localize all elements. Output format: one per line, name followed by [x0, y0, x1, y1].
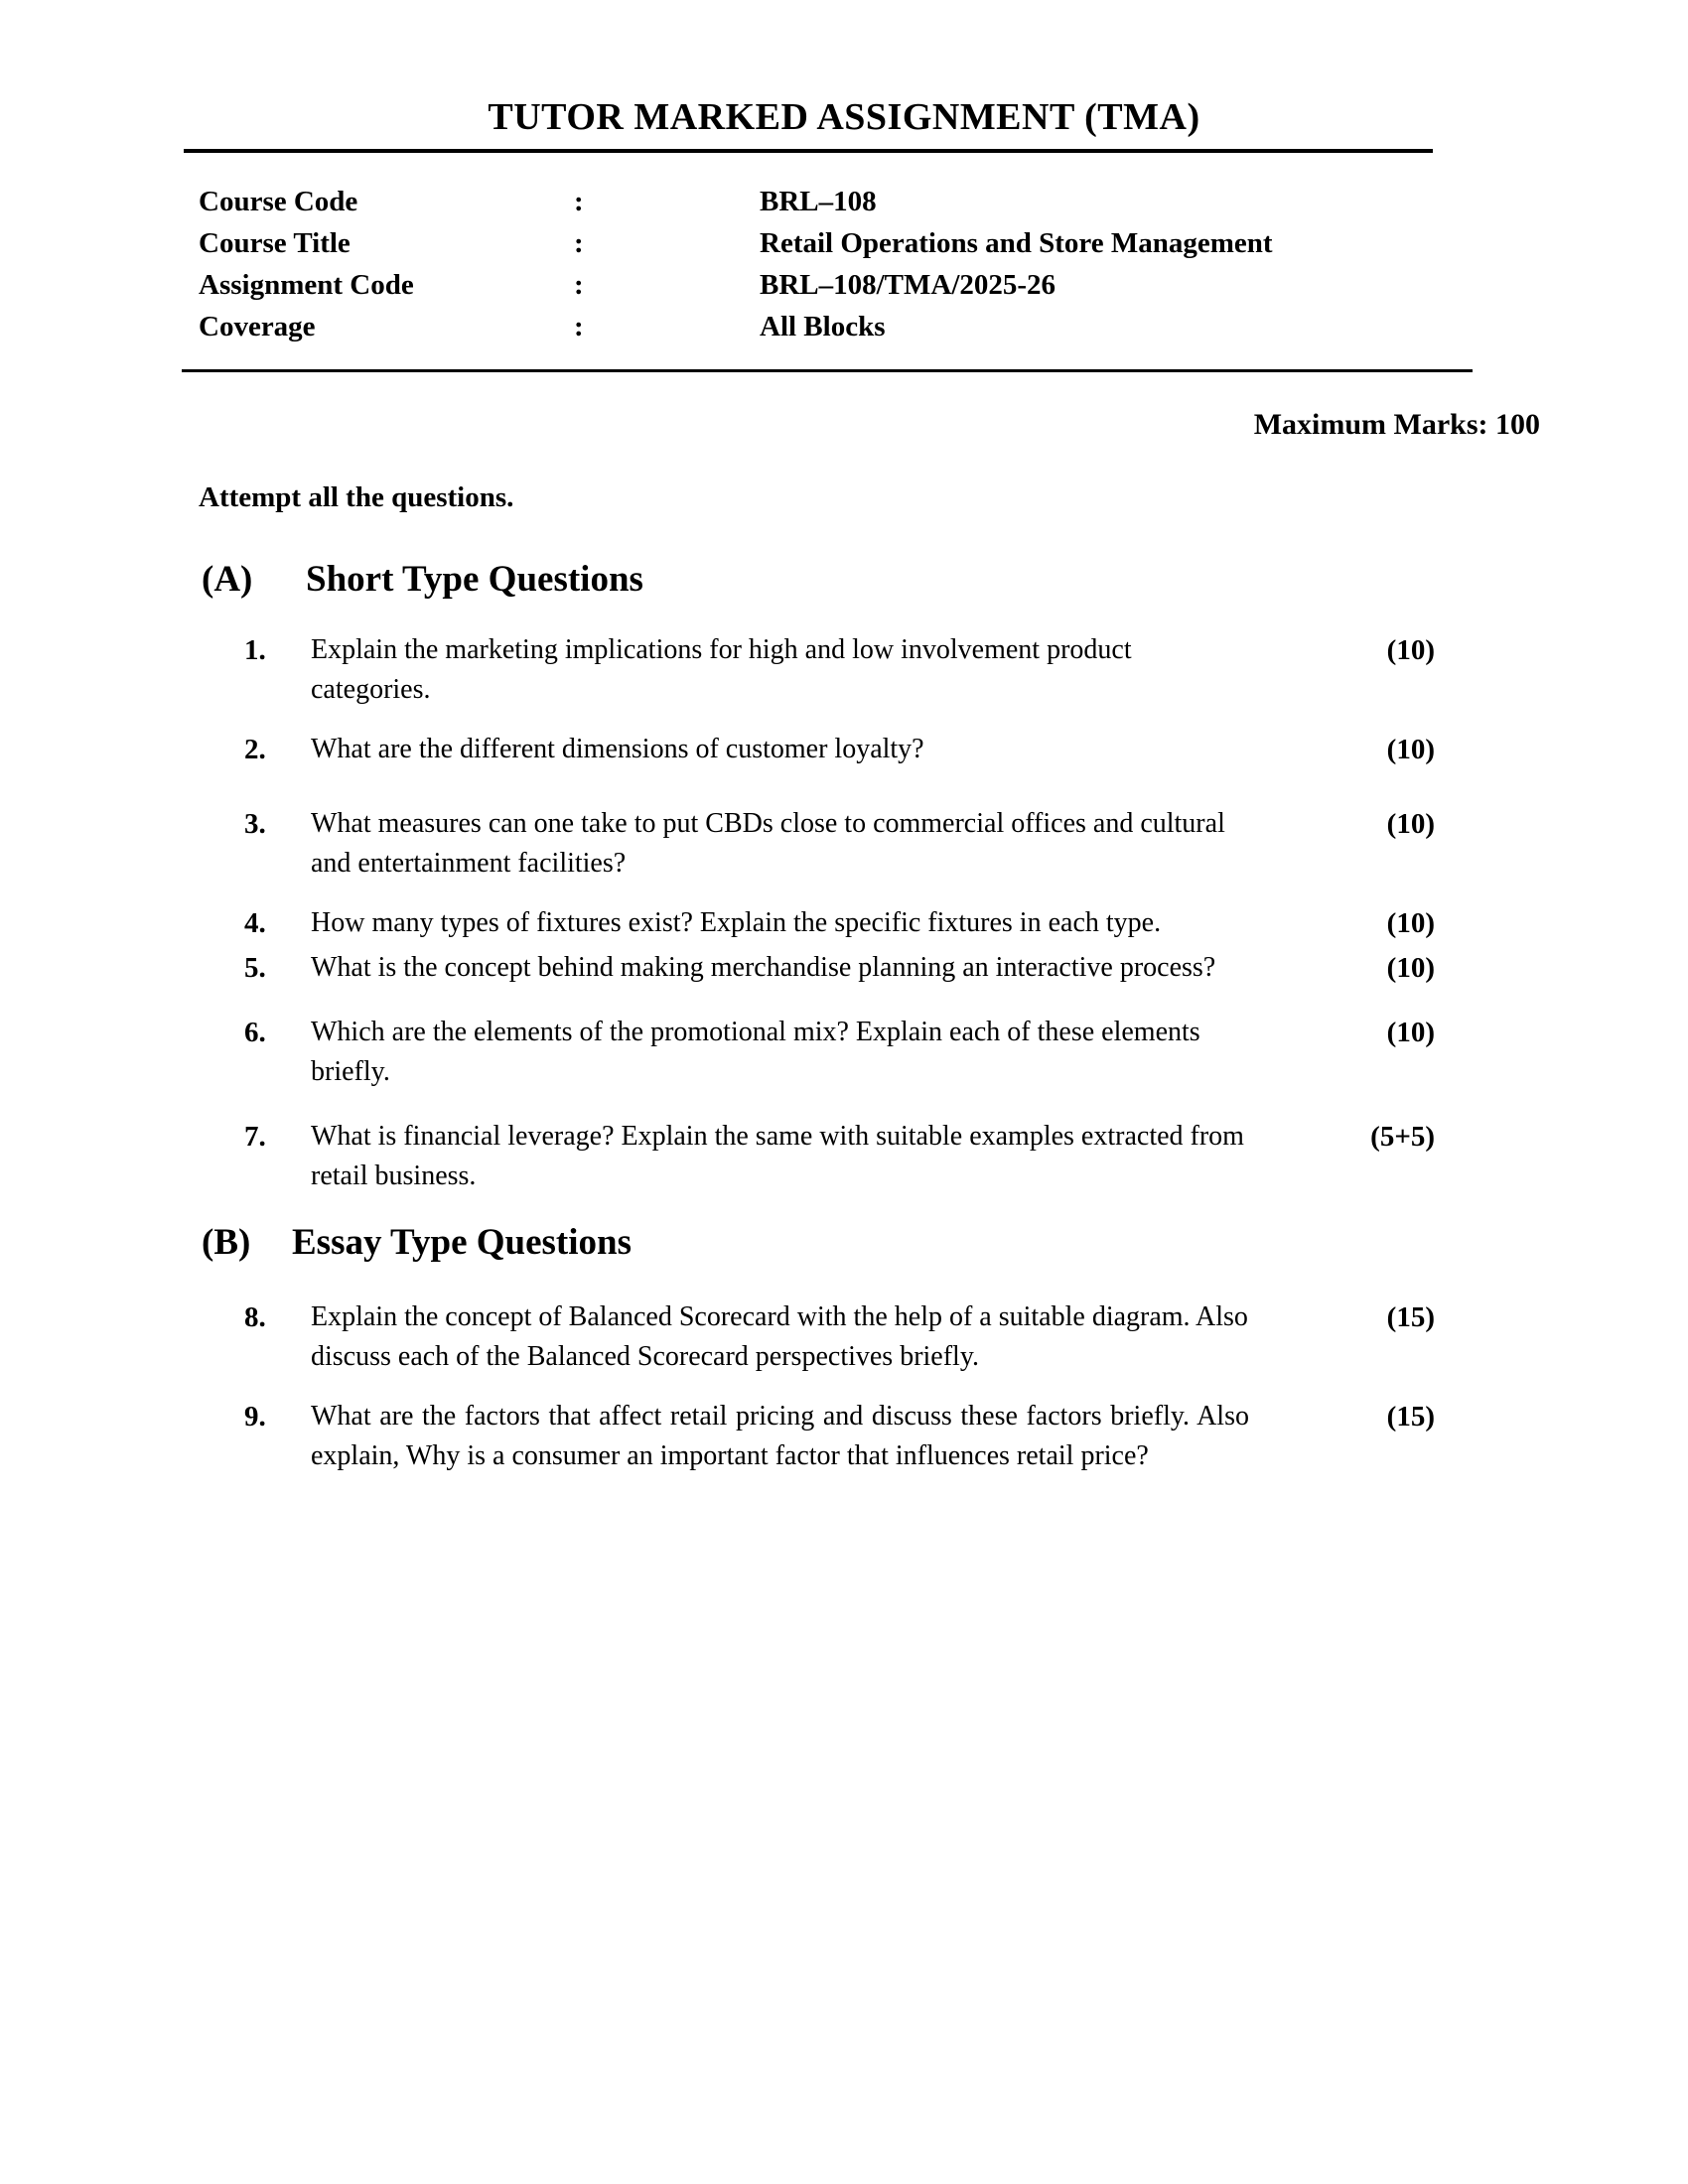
section-b-label: (B)	[202, 1222, 251, 1263]
question-2-marks: (10)	[1386, 734, 1435, 765]
course-code-value: BRL–108	[760, 186, 877, 217]
section-a-heading	[0, 558, 1688, 601]
question-6-marks: (10)	[1386, 1017, 1435, 1048]
question-4-marks: (10)	[1386, 907, 1435, 939]
section-a-label: (A)	[202, 559, 253, 600]
max-marks: Maximum Marks: 100	[1253, 408, 1540, 441]
attempt-note: Attempt all the questions.	[199, 481, 514, 513]
coverage-separator: :	[574, 311, 584, 342]
question-2-number: 2.	[244, 734, 266, 765]
page-title: TUTOR MARKED ASSIGNMENT (TMA)	[488, 96, 1200, 138]
question-5-text: What is the concept behind making merchandise planning an interactive process?	[311, 952, 1216, 983]
title-divider	[184, 149, 1433, 153]
question-9-number: 9.	[244, 1401, 266, 1433]
question-5-marks: (10)	[1386, 952, 1435, 984]
question-7-text: What is financial leverage? Explain the same with suitable examples extracted from retail business.	[311, 1121, 1244, 1191]
question-8-marks: (15)	[1386, 1301, 1435, 1333]
question-row-5	[0, 948, 1688, 988]
question-3-marks: (10)	[1386, 808, 1435, 840]
question-row-6	[0, 1013, 1688, 1092]
question-7-number: 7.	[244, 1121, 266, 1153]
coverage-value: All Blocks	[760, 311, 886, 342]
question-3-text: What measures can one take to put CBDs close to commercial offices and cultural and entertainment facilities?	[311, 808, 1225, 879]
course-info-table	[0, 181, 1688, 347]
question-4-number: 4.	[244, 907, 266, 939]
assignment-code-value: BRL–108/TMA/2025-26	[760, 269, 1056, 301]
question-8-number: 8.	[244, 1301, 266, 1333]
header-divider	[182, 369, 1473, 372]
assignment-code-label: Assignment Code	[199, 269, 414, 301]
section-b-heading	[0, 1221, 1688, 1264]
question-4-text: How many types of fixtures exist? Explain the specific fixtures in each type.	[311, 907, 1162, 938]
question-7-marks: (5+5)	[1370, 1121, 1435, 1153]
course-title-label: Course Title	[199, 227, 351, 259]
question-9-marks: (15)	[1386, 1401, 1435, 1433]
question-1-text: Explain the marketing implications for high and low involvement product categories.	[311, 634, 1132, 705]
question-row-2	[0, 730, 1688, 769]
question-6-text: Which are the elements of the promotional mix? Explain each of these elements briefly.	[311, 1017, 1200, 1087]
question-1-number: 1.	[244, 634, 266, 666]
question-row-4	[0, 903, 1688, 943]
question-row-3	[0, 804, 1688, 884]
question-row-9	[0, 1397, 1688, 1476]
question-8-text: Explain the concept of Balanced Scorecard with the help of a suitable diagram. Also discuss each of the Balanced Scorecard perspectives briefly.	[311, 1301, 1248, 1372]
question-row-1	[0, 630, 1688, 710]
section-b-title: Essay Type Questions	[292, 1222, 632, 1263]
assignment-code-separator: :	[574, 269, 584, 301]
question-2-text: What are the different dimensions of customer loyalty?	[311, 734, 924, 764]
course-code-separator: :	[574, 186, 584, 217]
section-a-title: Short Type Questions	[306, 559, 643, 600]
course-code-label: Course Code	[199, 186, 358, 217]
question-6-number: 6.	[244, 1017, 266, 1048]
course-title-separator: :	[574, 227, 584, 259]
question-5-number: 5.	[244, 952, 266, 984]
course-title-value: Retail Operations and Store Management	[760, 227, 1273, 259]
coverage-label: Coverage	[199, 311, 316, 342]
question-9-text: What are the factors that affect retail pricing and discuss these factors briefly. Also explain, Why is a consumer an important factor that influences retail price?	[311, 1401, 1249, 1471]
question-row-7	[0, 1117, 1688, 1196]
question-3-number: 3.	[244, 808, 266, 840]
question-1-marks: (10)	[1386, 634, 1435, 666]
question-row-8	[0, 1297, 1688, 1377]
